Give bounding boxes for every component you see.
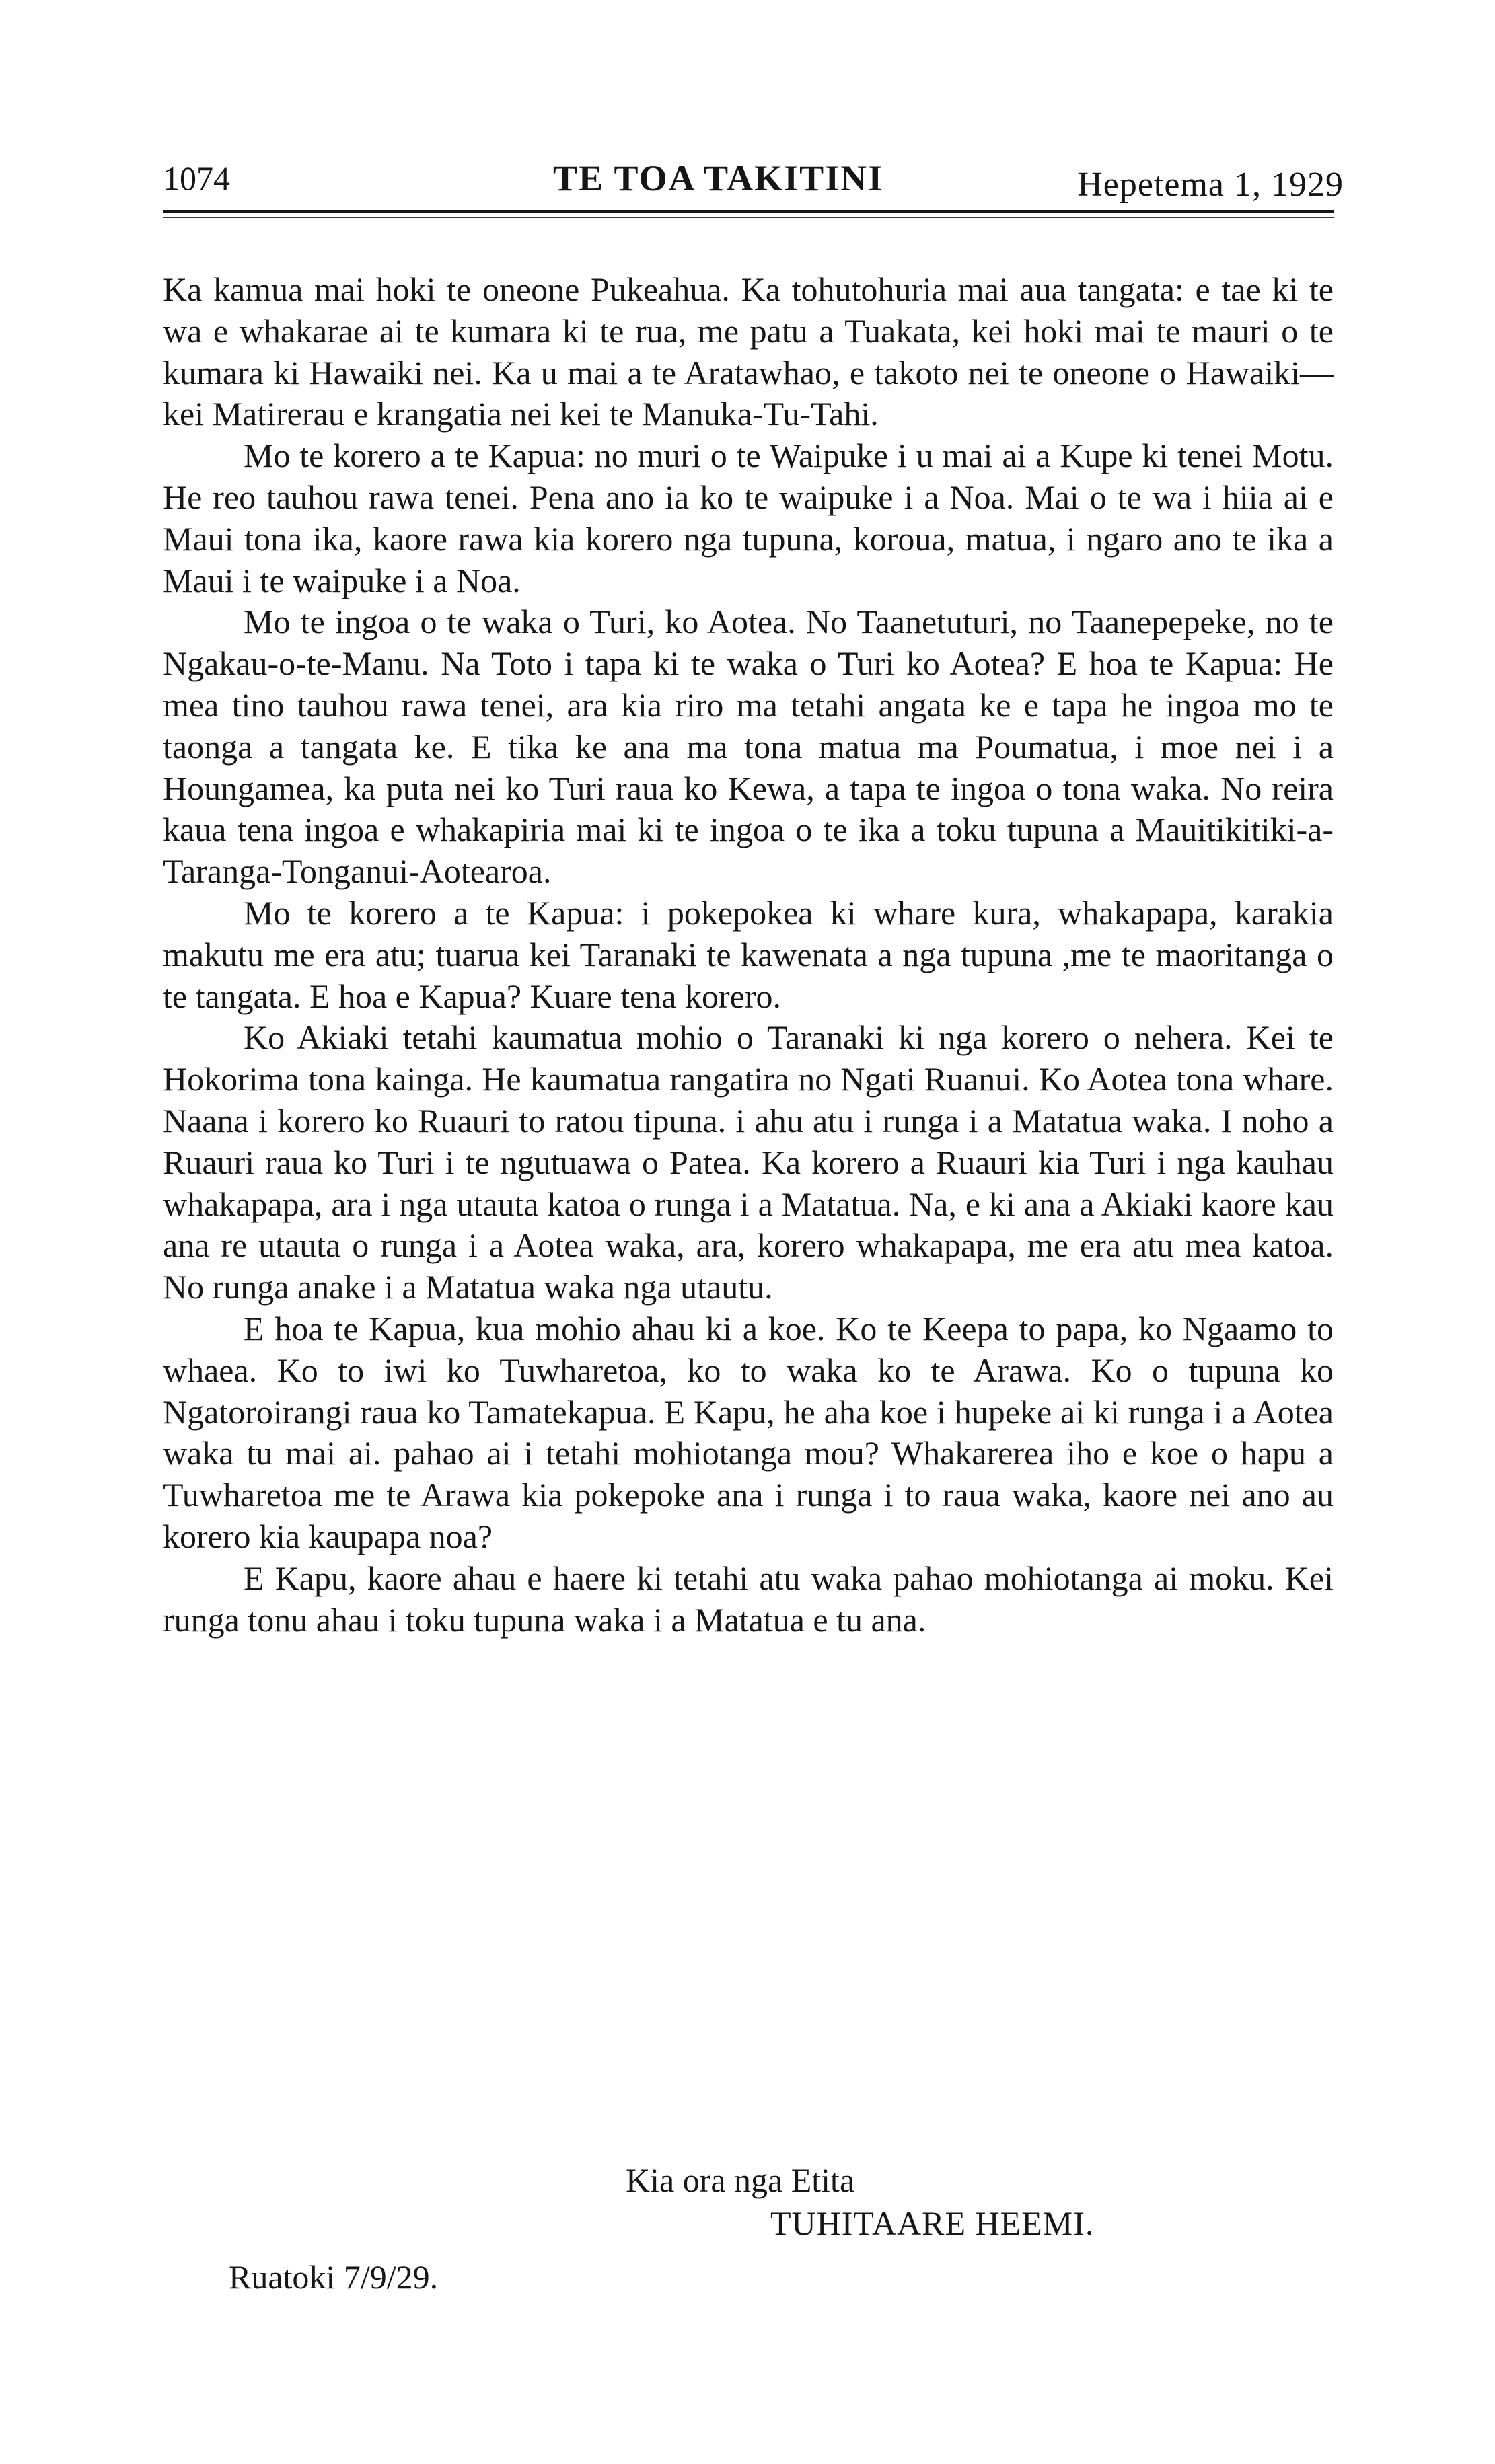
paragraph: Mo te korero a te Kapua: no muri o te Waipuke i u mai ai a Kupe ki tenei Motu. He reo tauhou rawa tenei. Pena ano ia ko te waipuke i a Noa. Mai o te wa i hiia ai e Maui tona ika, kaore rawa kia korero nga tupuna, koroua, matua, i ngaro ano te ika a Maui i te waipuke i a Noa.: [163, 437, 1334, 599]
header-rule: [163, 210, 1334, 213]
page-number: 1074: [163, 159, 230, 197]
issue-date: Hepetema 1, 1929: [1077, 165, 1344, 204]
page-header: [163, 158, 1344, 212]
place-and-date: Ruatoki 7/9/29.: [229, 2258, 439, 2296]
paragraph: Ko Akiaki tetahi kaumatua mohio o Taranaki ki nga korero o nehera. Kei te Hokorima tona kainga. He kaumatua rangatira no Ngati Ruanui. Ko Aotea tona whare. Naana i korero ko Ruauri to ratou tipuna. i ahu atu i runga i a Matatua waka. I noho a Ruauri raua ko Turi i te ngutuawa o Patea. Ka korero a Ruauri kia Turi i nga kauhau whakapapa, ara i nga utauta katoa o runga i a Matatua. Na, e ki ana a Akiaki kaore kau ana re utauta o runga i a Aotea waka, ara, korero whakapapa, me era atu mea katoa. No runga anake i a Matatua waka nga utautu.: [163, 1018, 1334, 1306]
paragraph: E hoa te Kapua, kua mohio ahau ki a koe. Ko te Keepa to papa, ko Ngaamo to whaea. Ko to iwi ko Tuwharetoa, ko to waka ko te Arawa. Ko o tupuna ko Ngatoroirangi raua ko Tamatekapua. E Kapu, he aha koe i hupeke ai ki runga i a Aotea waka tu mai ai. pahao ai i tetahi mohiotanga mou? Whakarerea iho e koe o hapu a Tuwharetoa me te Arawa kia pokepoke ana i runga i to raua waka, kaore nei ano au korero kia kaupapa noa?: [163, 1309, 1334, 1555]
paragraph: Mo te korero a te Kapua: i pokepokea ki whare kura, whakapapa, karakia makutu me era atu; tuarua kei Taranaki te kawenata a nga tupuna ,me te maoritanga o te tangata. E hoa e Kapua? Kuare tena korero.: [163, 893, 1334, 1015]
header-rule-thin: [163, 217, 1334, 218]
author-signature: TUHITAARE HEEMI.: [770, 2204, 1095, 2242]
publication-title: TE TOA TAKITINI: [553, 158, 884, 198]
closing-salutation: Kia ora nga Etita: [626, 2161, 855, 2199]
article-body: [163, 269, 1334, 1641]
paragraph: Mo te ingoa o te waka o Turi, ko Aotea. No Taanetuturi, no Taanepepeke, no te Ngakau-o-te-Manu. Na Toto i tapa ki te waka o Turi ko Aotea? E hoa te Kapua: He mea tino tauhou rawa tenei, ara kia riro ma tetahi angata ke e tapa he ingoa mo te taonga a tangata ke. E tika ke ana ma tona matua ma Poumatua, i moe nei i a Houngamea, ka puta nei ko Turi raua ko Kewa, a tapa te ingoa o tona waka. No reira kaua tena ingoa e whakapiria mai ki te ingoa o te ika a toku tupuna a Mauitikitiki-a-Taranga-Tonganui-Aotearoa.: [163, 603, 1334, 891]
paragraph: Ka kamua mai hoki te oneone Pukeahua. Ka tohutohuria mai aua tangata: e tae ki te wa e whakarae ai te kumara ki te rua, me patu a Tuakata, kei hoki mai te mauri o te kumara ki Hawaiki nei. Ka u mai a te Aratawhao, e takoto nei te oneone o Hawaiki—kei Matirerau e krangatia nei kei te Manuka-Tu-Tahi.: [163, 270, 1334, 433]
paragraph: E Kapu, kaore ahau e haere ki tetahi atu waka pahao mohiotanga ai moku. Kei runga tonu ahau i toku tupuna waka i a Matatua e tu ana.: [163, 1559, 1334, 1639]
